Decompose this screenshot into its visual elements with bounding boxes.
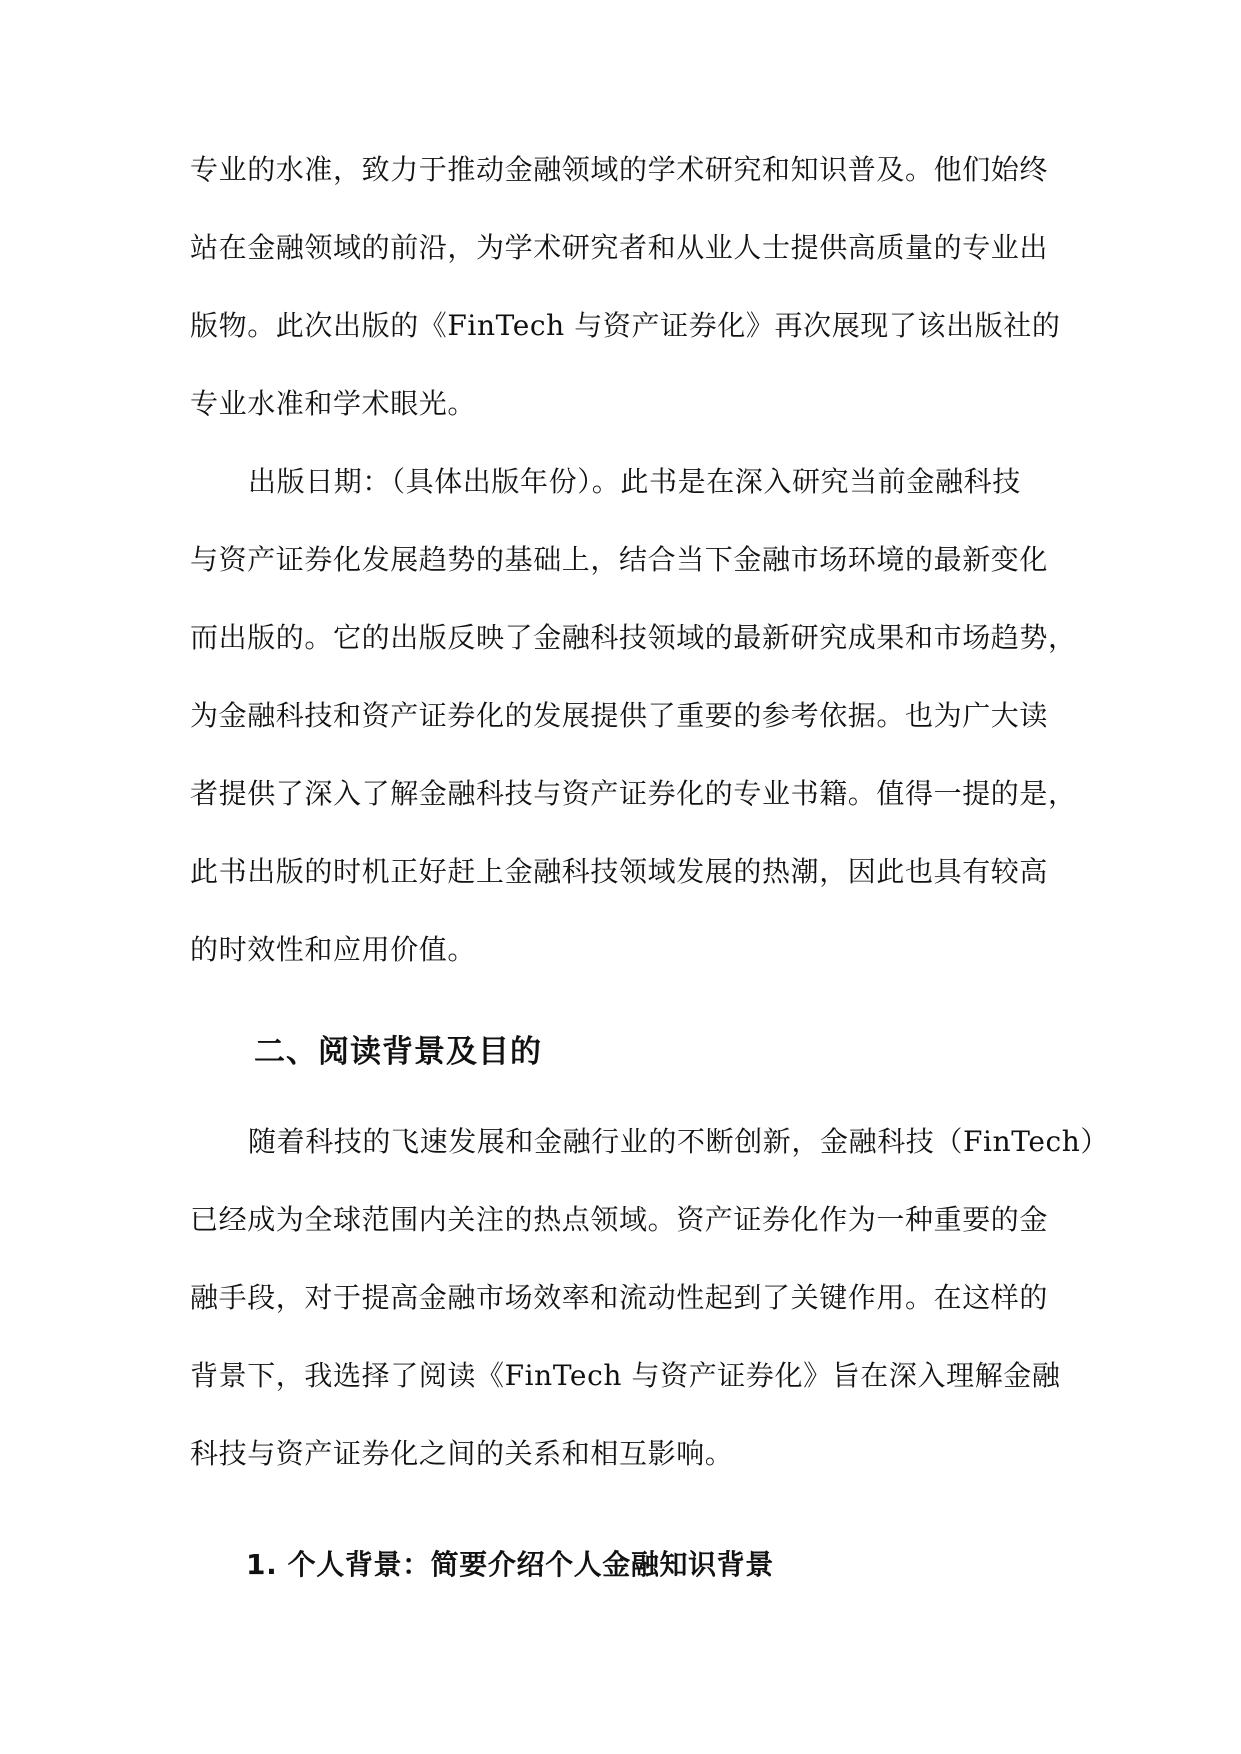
paragraph-line: 融手段，对于提高金融市场效率和流动性起到了关键作用。在这样的 xyxy=(190,1281,1049,1314)
paragraph-line: 已经成为全球范围内关注的热点领域。资产证券化作为一种重要的金 xyxy=(190,1203,1049,1236)
paragraph-line: 的时效性和应用价值。 xyxy=(190,933,477,966)
paragraph-line: 随着科技的飞速发展和金融行业的不断创新，金融科技（FinTech） xyxy=(248,1125,1110,1158)
paragraph-line: 此书出版的时机正好赶上金融科技领域发展的热潮，因此也具有较高 xyxy=(190,855,1049,888)
paragraph-line: 而出版的。它的出版反映了金融科技领域的最新研究成果和市场趋势， xyxy=(190,621,1077,654)
paragraph-line: 出版日期：（具体出版年份）。此书是在深入研究当前金融科技 xyxy=(248,465,1021,498)
section-heading: 二、阅读背景及目的 xyxy=(254,1034,542,1070)
subsection-heading: 1. 个人背景：简要介绍个人金融知识背景 xyxy=(246,1548,774,1581)
paragraph-line: 为金融科技和资产证券化的发展提供了重要的参考依据。也为广大读 xyxy=(190,699,1049,732)
paragraph-line: 站在金融领域的前沿，为学术研究者和从业人士提供高质量的专业出 xyxy=(190,231,1049,264)
paragraph-line: 专业水准和学术眼光。 xyxy=(190,387,477,420)
paragraph-line: 科技与资产证券化之间的关系和相互影响。 xyxy=(190,1437,734,1470)
paragraph-line: 与资产证券化发展趋势的基础上，结合当下金融市场环境的最新变化 xyxy=(190,543,1049,576)
paragraph-line: 专业的水准，致力于推动金融领域的学术研究和知识普及。他们始终 xyxy=(190,153,1049,186)
paragraph-line: 版物。此次出版的《FinTech 与资产证券化》再次展现了该出版社的 xyxy=(190,309,1061,342)
paragraph-line: 背景下，我选择了阅读《FinTech 与资产证券化》旨在深入理解金融 xyxy=(190,1359,1061,1392)
paragraph-line: 者提供了深入了解金融科技与资产证券化的专业书籍。值得一提的是， xyxy=(190,777,1077,810)
